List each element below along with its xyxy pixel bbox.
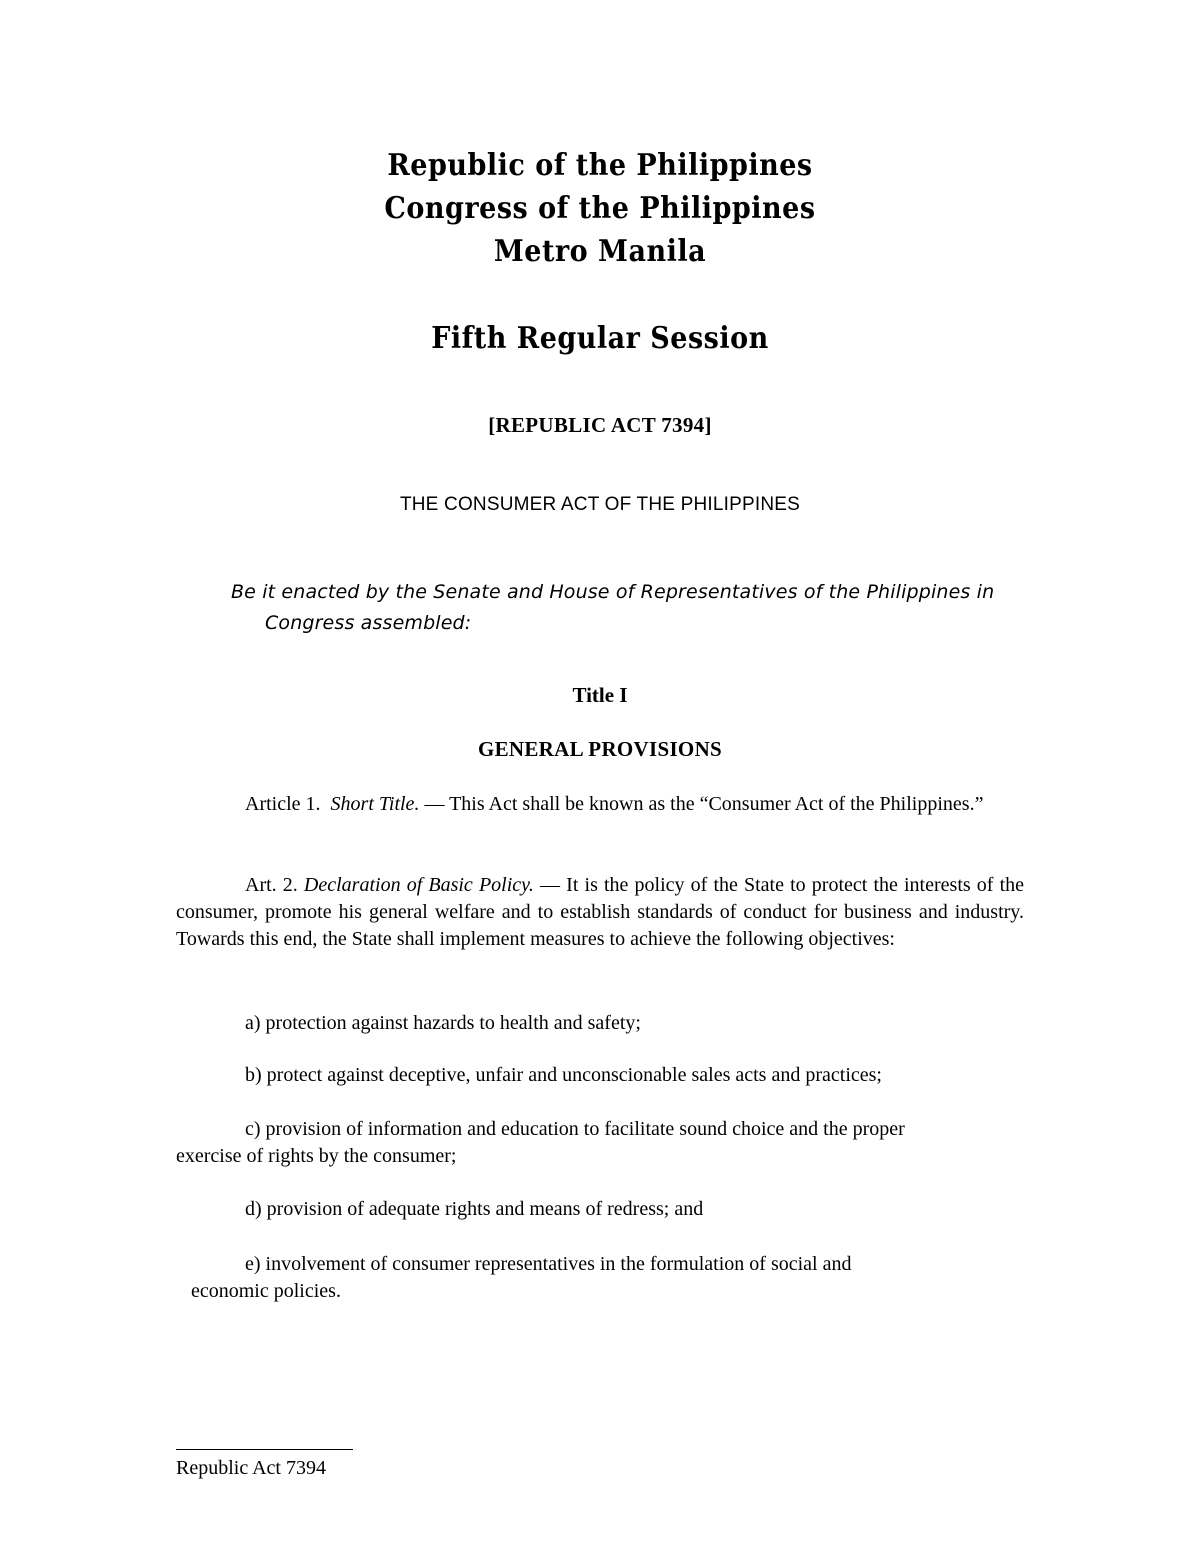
article-2 [176, 872, 1024, 953]
header-session: Fifth Regular Session [431, 321, 769, 356]
title-name: GENERAL PROVISIONS [477, 737, 723, 761]
article-2-text: — It is the policy of the State to protect the interests of the consumer, promote his general welfare and to establish standards of conduct for business and industry. Towards this end, the State shall implement measures to achieve the following objectives: [176, 874, 1024, 950]
title-number: Title I [572, 683, 628, 707]
objective-c-line2: exercise of rights by the consumer; [176, 1145, 457, 1167]
objective-b: b) protect against deceptive, unfair and unconscionable sales acts and practices; [245, 1064, 882, 1086]
header-congress: Congress of the Philippines [384, 191, 816, 226]
enacting-clause-line2: Congress assembled: [265, 612, 472, 634]
footer-divider [176, 1449, 353, 1450]
article-1 [176, 791, 1024, 818]
header-location: Metro Manila [493, 234, 707, 269]
objective-e [176, 1251, 1024, 1305]
header-republic: Republic of the Philippines [387, 148, 813, 183]
objective-c [176, 1116, 1024, 1170]
objective-e-line1: e) involvement of consumer representatives in the formulation of social and [245, 1253, 852, 1275]
enacting-clause [231, 577, 1031, 639]
objective-e-line2: economic policies. [191, 1280, 341, 1302]
act-title: THE CONSUMER ACT OF THE PHILIPPINES [399, 494, 801, 515]
footer-text: Republic Act 7394 [176, 1457, 326, 1479]
article-1-text: — This Act shall be known as the “Consumer Act of the Philippines.” [419, 793, 984, 815]
objective-a: a) protection against hazards to health and safety; [245, 1012, 641, 1034]
article-2-label: Art. 2. [245, 874, 298, 896]
article-1-label: Article 1. [245, 793, 321, 815]
article-1-heading: Short Title. [330, 793, 420, 815]
article-2-heading: Declaration of Basic Policy. [303, 874, 534, 896]
objective-c-line1: c) provision of information and education to facilitate sound choice and the proper [245, 1118, 905, 1140]
enacting-clause-line1: Be it enacted by the Senate and House of Representatives of the Philippines in [231, 581, 995, 603]
objective-d: d) provision of adequate rights and means of redress; and [245, 1198, 704, 1220]
act-number: [REPUBLIC ACT 7394] [488, 413, 712, 437]
